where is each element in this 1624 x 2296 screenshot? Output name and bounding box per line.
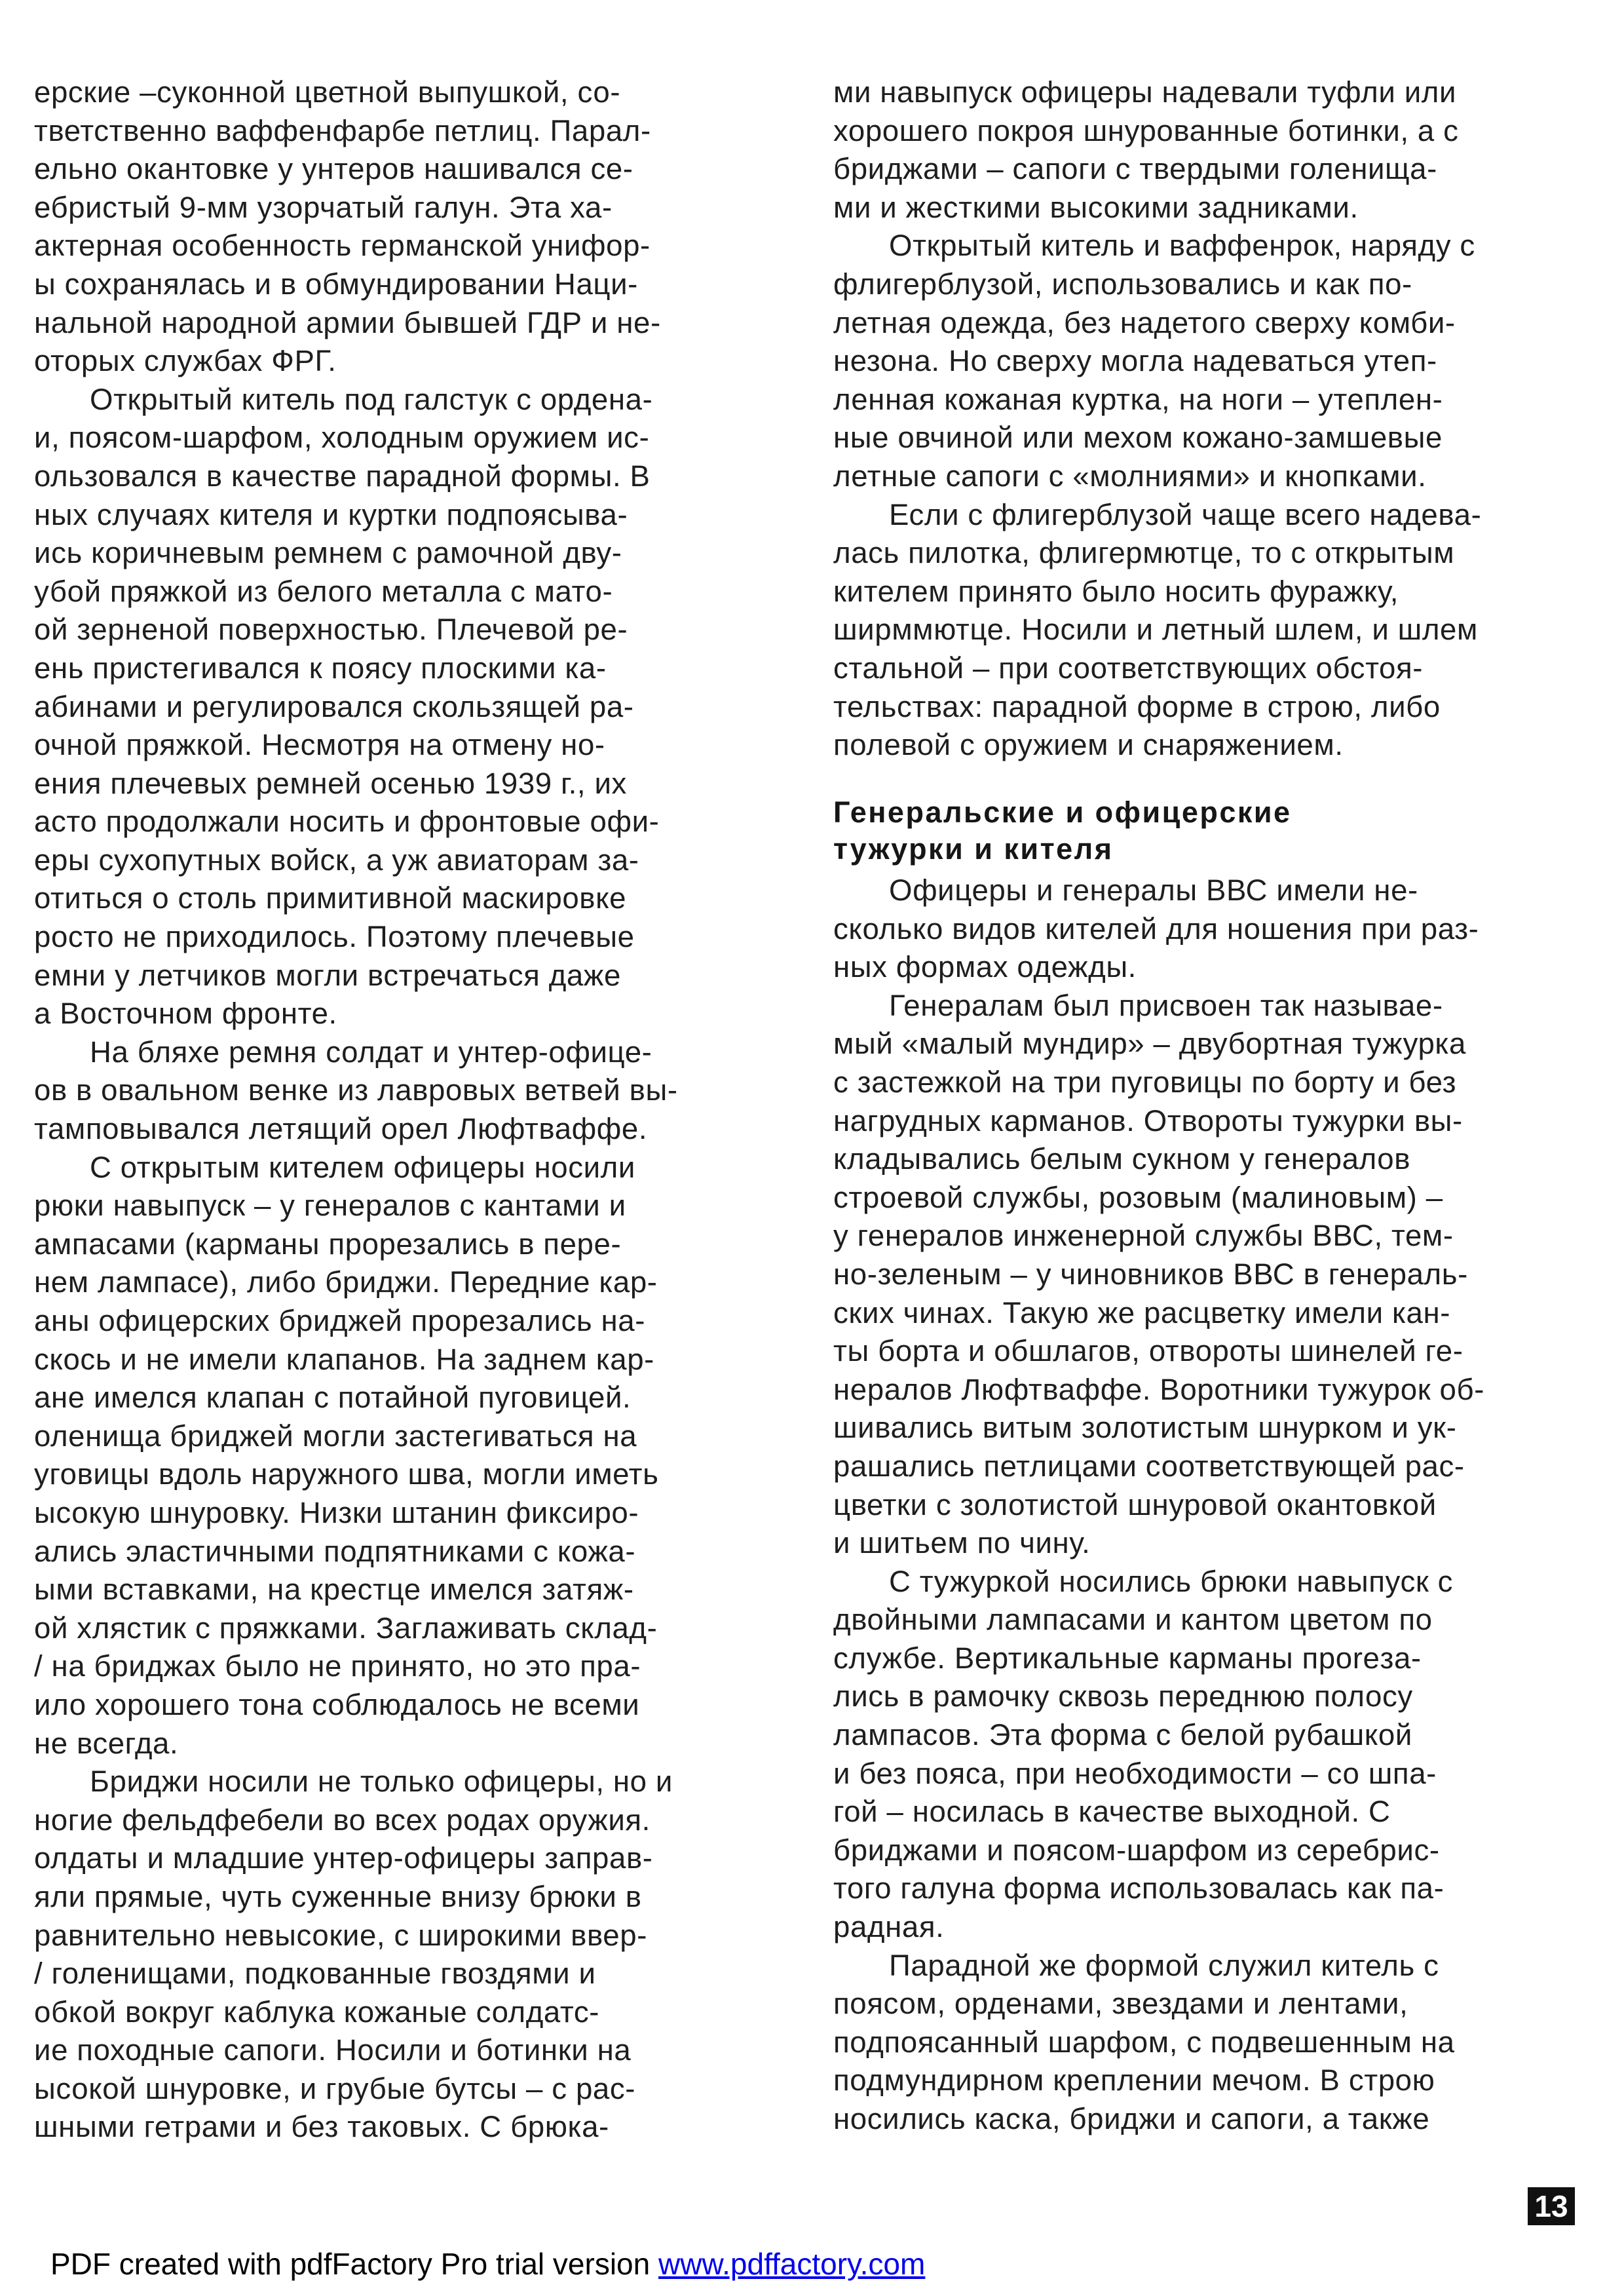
text-line: Бриджи носили не только офицеры, но и <box>90 1765 673 1799</box>
text-line: летная одежда, без надетого сверху комби- <box>833 305 1456 339</box>
text-line: олдаты и младшие унтер-офицеры заправ- <box>34 1841 653 1875</box>
text-line: ались эластичными подпятниками с кожа- <box>34 1534 636 1568</box>
text-line: обкой вокруг каблука кожаные солдатс- <box>34 1995 600 2029</box>
text-line: росто не приходилось. Поэтому плечевые <box>34 920 635 954</box>
text-line: и, поясом-шарфом, холодным оружием ис- <box>34 421 650 455</box>
text-line: ользовался в качестве парадной формы. В <box>34 459 651 493</box>
text-line: и шитьем по чину. <box>833 1526 1091 1560</box>
text-line: нем лампасе), либо бриджи. Передние кар- <box>34 1265 658 1299</box>
text-line: ми и жесткими высокими задниками. <box>833 190 1359 224</box>
text-line: сколько видов кителей для ношения при раз- <box>833 911 1479 946</box>
text-line: с застежкой на три пуговицы по борту и без <box>833 1065 1457 1099</box>
section-heading-line-1: Генеральские и офицерские <box>833 795 1292 829</box>
text-line: рашались петлицами соответствующей рас- <box>833 1449 1465 1483</box>
text-line: С тужуркой носились брюки навыпуск с <box>889 1564 1454 1598</box>
text-line: летные сапоги с «молниями» и кнопками. <box>833 459 1427 493</box>
text-line: На бляхе ремня солдат и унтер-офице- <box>90 1035 652 1069</box>
footer-link[interactable]: www.pdffactory.com <box>658 2247 926 2281</box>
text-line: лись в рамочку сквозь переднюю полосу <box>833 1679 1413 1713</box>
footer-text: PDF created with pdfFactory Pro trial version <box>50 2247 658 2281</box>
text-line: строевой службы, розовым (малиновым) – <box>833 1180 1443 1214</box>
text-line: и без пояса, при необходимости – со шпа- <box>833 1756 1437 1790</box>
text-line: Если с флигерблузой чаще всего надева- <box>889 497 1482 531</box>
text-line: хорошего покроя шнурованные ботинки, а с <box>833 113 1459 147</box>
text-line: ных формах одежды. <box>833 950 1137 984</box>
text-line: ень пристегивался к поясу плоскими ка- <box>34 651 607 685</box>
text-line: убой пряжкой из белого металла с мато- <box>34 574 613 608</box>
text-line: рюки навыпуск – у генералов с кантами и <box>34 1189 626 1223</box>
text-line: у генералов инженерной службы ВВС, тем- <box>833 1219 1454 1253</box>
text-line: мый «малый мундир» – двубортная тужурка <box>833 1027 1466 1061</box>
text-line: нералов Люфтваффе. Воротники тужурок об- <box>833 1372 1484 1406</box>
text-line: незона. Но сверху могла надеваться утеп- <box>833 344 1437 378</box>
text-line: нагрудных карманов. Отвороты тужурки вы- <box>833 1103 1463 1138</box>
page-number: 13 <box>1528 2187 1575 2225</box>
text-line: отиться о столь примитивной маскировке <box>34 881 627 915</box>
right-column-bottom <box>833 871 1587 2139</box>
text-line: еры сухопутных войск, а уж авиаторам за- <box>34 843 639 877</box>
text-line: / на бриджах было не принято, но это пра- <box>34 1649 641 1683</box>
text-line: / голенищами, подкованные гвоздями и <box>34 1957 596 1991</box>
text-line: аны офицерских бриджей прорезались на- <box>34 1304 646 1337</box>
text-line: Открытый китель под галстук с ордена- <box>90 382 653 416</box>
text-line: оленища бриджей могли застегиваться на <box>34 1419 637 1453</box>
text-line: тельствах: парадной форме в строю, либо <box>833 689 1441 723</box>
text-line: бриджами – сапоги с твердыми голенища- <box>833 152 1437 186</box>
text-line: С открытым кителем офицеры носили <box>90 1150 635 1184</box>
text-line: цветки с золотистой шнуровой окантовкой <box>833 1487 1437 1521</box>
text-line: двойными лампасами и кантом цветом по <box>833 1603 1433 1637</box>
text-line: ило хорошего тона соблюдалось не всеми <box>34 1687 640 1721</box>
text-line: ногие фельдфебели во всех родах оружия. <box>34 1803 651 1837</box>
text-line: шными гетрами и без таковых. С брюка- <box>34 2110 609 2144</box>
text-line: поясом, орденами, звездами и лентами, <box>833 1987 1408 2021</box>
text-line: ебристый 9-мм узорчатый галун. Эта ха- <box>34 190 613 224</box>
text-line: актерная особенность германской унифор- <box>34 229 651 263</box>
text-line: скось и не имели клапанов. На заднем кар- <box>34 1342 654 1376</box>
text-line: ысокой шнуровке, и грубые бутсы – с рас- <box>34 2071 636 2105</box>
text-line: уговицы вдоль наружного шва, могли иметь <box>34 1457 659 1491</box>
text-line: радная. <box>833 1910 945 1944</box>
text-line: емни у летчиков могли встречаться даже <box>34 958 621 992</box>
text-line: очной пряжкой. Несмотря на отмену но- <box>34 728 605 762</box>
text-line: нальной народной армии бывшей ГДР и не- <box>34 305 661 339</box>
text-line: носились каска, бриджи и сапоги, а также <box>833 2102 1430 2135</box>
text-line: ных случаях кителя и куртки подпоясыва- <box>34 497 628 531</box>
section-heading-line-2: тужурки и кителя <box>833 832 1114 866</box>
text-line: абинами и регулировался скользящей ра- <box>34 689 634 723</box>
text-line: но-зеленым – у чиновников ВВС в генераль- <box>833 1257 1468 1291</box>
text-line: ми навыпуск офицеры надевали туфли или <box>833 75 1457 109</box>
text-line: тамповывался летящий орел Люфтваффе. <box>34 1112 648 1146</box>
text-line: стальной – при соответствующих обстоя- <box>833 651 1424 685</box>
text-line: ты борта и обшлагов, отвороты шинелей ге- <box>833 1334 1463 1368</box>
text-line: лась пилотка, флигермютце, то с открытым <box>833 536 1455 570</box>
text-line: ие походные сапоги. Носили и ботинки на <box>34 2033 632 2067</box>
text-line: кладывались белым сукном у генералов <box>833 1142 1411 1176</box>
text-line: шивались витым золотистым шнурком и ук- <box>833 1411 1457 1445</box>
text-line: ампасами (карманы прорезались в пере- <box>34 1227 622 1261</box>
text-line: ских чинах. Такую же расцветку имели кан- <box>833 1295 1451 1330</box>
text-line: оторых службах ФРГ. <box>34 344 337 378</box>
text-line: яли прямые, чуть суженные внизу брюки в <box>34 1879 642 1913</box>
text-line: ыми вставками, на крестце имелся затяж- <box>34 1573 634 1607</box>
text-line: ширммютце. Носили и летный шлем, и шлем <box>833 613 1478 647</box>
text-line: а Восточном фронте. <box>34 997 337 1031</box>
text-line: ов в овальном венке из лавровых ветвей вы- <box>34 1073 678 1107</box>
text-line: бриджами и поясом-шарфом из серебрис- <box>833 1833 1440 1867</box>
text-line: равнительно невысокие, с широкими ввер- <box>34 1918 648 1952</box>
text-line: ения плечевых ремней осенью 1939 г., их <box>34 766 627 800</box>
text-line: подпоясанный шарфом, с подвешенным на <box>833 2025 1455 2059</box>
text-line: ане имелся клапан с потайной пуговицей. <box>34 1381 632 1415</box>
left-column <box>34 73 787 2147</box>
text-line: Парадной же формой служил китель с <box>889 1948 1439 1982</box>
text-line: полевой с оружием и снаряжением. <box>833 728 1344 762</box>
text-line: подмундирном креплении мечом. В строю <box>833 2063 1435 2097</box>
text-line: тветственно ваффенфарбе петлиц. Парал- <box>34 113 651 147</box>
text-line: ы сохранялась и в обмундировании Наци- <box>34 267 638 301</box>
text-line: Офицеры и генералы ВВС имели не- <box>889 873 1418 907</box>
text-line: кителем принято было носить фуражку, <box>833 574 1399 608</box>
text-line: ысокую шнуровку. Низки штанин фиксиро- <box>34 1495 639 1529</box>
text-line: ой хлястик с пряжками. Заглаживать склад- <box>34 1611 658 1645</box>
text-line: службе. Вертикальные карманы проreза- <box>833 1641 1422 1675</box>
section-heading <box>833 794 1587 868</box>
text-line: асто продолжали носить и фронтовые офи- <box>34 805 660 839</box>
text-line: Генералам был присвоен так называе- <box>889 988 1443 1022</box>
text-line: не всегда. <box>34 1726 179 1760</box>
right-column-top <box>833 73 1587 765</box>
text-line: гой – носилась в качестве выходной. С <box>833 1795 1391 1829</box>
text-line: лампасов. Эта форма с белой рубашкой <box>833 1718 1412 1752</box>
text-line: ельно окантовке у унтеров нашивался се- <box>34 152 633 186</box>
text-line: ой зерненой поверхностью. Плечевой ре- <box>34 613 628 647</box>
text-line: ись коричневым ремнем с рамочной дву- <box>34 536 622 570</box>
pdf-footer <box>50 2246 925 2282</box>
text-line: того галуна форма использовалась как па- <box>833 1871 1445 1905</box>
text-line: ные овчиной или мехом кожано-замшевые <box>833 421 1443 455</box>
text-line: Открытый китель и ваффенрок, наряду с <box>889 229 1475 263</box>
text-line: флигерблузой, использовались и как по- <box>833 267 1412 301</box>
text-line: ленная кожаная куртка, на ноги – утеплен- <box>833 382 1443 416</box>
text-line: ерские –суконной цветной выпушкой, со- <box>34 75 621 109</box>
